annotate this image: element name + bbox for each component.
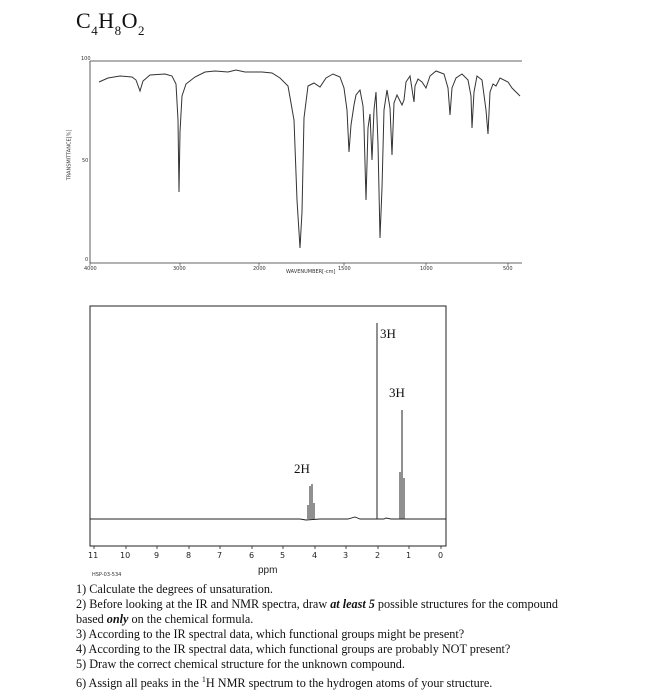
nmr-tick-5: 5 [280, 551, 286, 560]
nmr-tick-3: 3 [343, 551, 349, 560]
nmr-frame [90, 306, 446, 546]
nmr-tick-4: 4 [312, 551, 318, 560]
ir-y-label-50: 50 [82, 158, 89, 164]
ir-x-axis-title: WAVENUMBER[-cm] [286, 269, 336, 275]
ir-y-label-0: 0 [85, 257, 89, 263]
nmr-tick-10: 10 [120, 551, 131, 560]
question-6: 6) Assign all peaks in the $^1$H NMR spectrum to the hydrogen atoms of your structure. [76, 675, 493, 691]
molecular-formula: $C_4H_8O_2$ [76, 8, 145, 39]
question-2-cont: based only on the chemical formula. [76, 612, 254, 626]
ir-x-label-1500: 1500 [338, 266, 351, 272]
question-5: 5) Draw the correct chemical structure for the unknown compound. [76, 657, 405, 671]
nmr-label-triplet-3h: 3H [389, 385, 405, 400]
ir-x-label-1000: 1000 [420, 266, 433, 272]
nmr-tick-11: 11 [88, 551, 99, 560]
nmr-ppm-unit: ppm [258, 565, 278, 576]
ir-x-label-2000: 2000 [253, 266, 266, 272]
nmr-baseline [90, 517, 446, 520]
question-2: 2) Before looking at the IR and NMR spectra, draw at least 5 possible structures for the compound [76, 597, 558, 611]
question-1: 1) Calculate the degrees of unsaturation. [76, 582, 273, 596]
ir-y-axis-title: TRANSMITTANCE[%] [66, 129, 73, 181]
nmr-tick-6: 6 [249, 551, 255, 560]
question-3: 3) According to the IR spectral data, which functional groups might be present? [76, 627, 465, 641]
nmr-tick-2: 2 [375, 551, 381, 560]
nmr-spectrum-code: HSP-03-534 [92, 572, 122, 578]
nmr-peak-triplet [400, 410, 404, 519]
nmr-tick-7: 7 [217, 551, 223, 560]
nmr-tick-8: 8 [186, 551, 192, 560]
ir-x-label-4000: 4000 [84, 266, 97, 272]
nmr-label-singlet-3h: 3H [380, 326, 396, 341]
ir-y-label-100: 100 [81, 56, 91, 62]
nmr-tick-0: 0 [438, 551, 444, 560]
nmr-tick-1: 1 [406, 551, 412, 560]
ir-x-label-500: 500 [503, 266, 513, 272]
nmr-label-quartet-2h: 2H [294, 461, 310, 476]
nmr-peak-quartet [308, 484, 314, 519]
ir-x-label-3000: 3000 [173, 266, 186, 272]
question-4: 4) According to the IR spectral data, which functional groups are probably NOT present? [76, 642, 511, 656]
nmr-tick-9: 9 [154, 551, 160, 560]
